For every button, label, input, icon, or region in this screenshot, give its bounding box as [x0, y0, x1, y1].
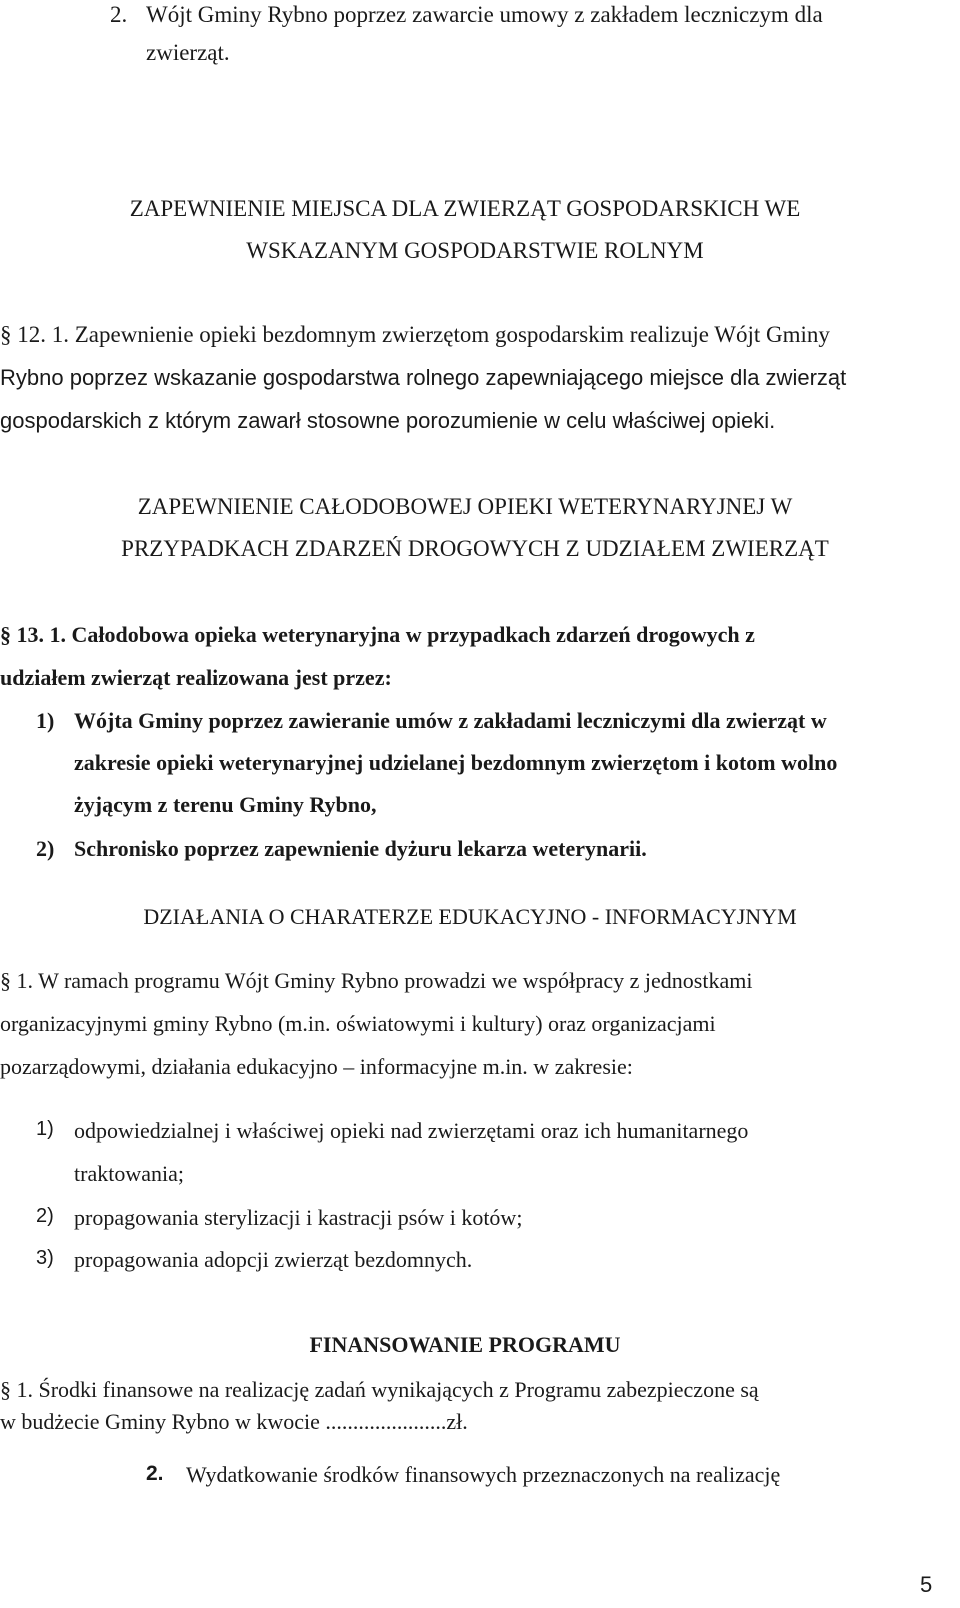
paragraph-line: § 1. W ramach programu Wójt Gminy Rybno prowadzi we współpracy z jednostkami — [0, 968, 753, 993]
section-heading: PRZYPADKACH ZDARZEŃ DROGOWYCH Z UDZIAŁEM ZWIERZĄT — [121, 536, 829, 561]
section-heading: ZAPEWNIENIE MIEJSCA DLA ZWIERZĄT GOSPODARSKICH WE — [129, 196, 801, 221]
paragraph-line: organizacyjnymi gminy Rybno (m.in. oświatowymi i kultury) oraz organizacjami — [0, 1011, 716, 1036]
paragraph-line: Wydatkowanie środków finansowych przeznaczonych na realizację — [186, 1462, 781, 1487]
list-number: 1) — [36, 708, 55, 733]
paragraph-line: zwierząt. — [146, 40, 230, 65]
list-number: 1) — [36, 1118, 54, 1140]
paragraph-line: w budżecie Gminy Rybno w kwocie ......................zł. — [0, 1409, 468, 1434]
list-item-line: odpowiedzialnej i właściwej opieki nad zwierzętami oraz ich humanitarnego — [74, 1118, 749, 1143]
paragraph-line — [0, 322, 932, 348]
list-item-line: propagowania sterylizacji i kastracji psów i kotów; — [74, 1205, 523, 1230]
section-heading: ZAPEWNIENIE CAŁODOBOWEJ OPIEKI WETERYNARYJNEJ W — [137, 494, 793, 519]
list-number: 2. — [146, 1462, 164, 1485]
page-number: 5 — [920, 1572, 933, 1597]
paragraph-line: Wójt Gminy Rybno poprzez zawarcie umowy z zakładem leczniczym dla — [146, 2, 823, 27]
list-item-line: traktowania; — [74, 1161, 184, 1186]
list-number: 2) — [36, 1205, 54, 1227]
list-item-line: Wójta Gminy poprzez zawieranie umów z zakładami leczniczymi dla zwierząt w — [74, 708, 827, 733]
paragraph-line: pozarządowymi, działania edukacyjno – informacyjne m.in. w zakresie: — [0, 1054, 633, 1079]
paragraph-line: gospodarskich z którym zawarł stosowne porozumienie w celu właściwej opieki. — [0, 408, 776, 433]
list-item-line: propagowania adopcji zwierząt bezdomnych. — [74, 1247, 473, 1272]
list-number: 2. — [110, 2, 128, 27]
list-number: 2) — [36, 836, 55, 861]
section-heading: DZIAŁANIA O CHARATERZE EDUKACYJNO - INFORMACYJNYM — [143, 904, 797, 929]
paragraph-line: § 1. Środki finansowe na realizację zadań wynikających z Programu zabezpieczone są — [0, 1377, 759, 1402]
list-item-line: zakresie opieki weterynaryjnej udzielanej bezdomnym zwierzętom i kotom wolno — [74, 750, 838, 775]
paragraph-line: Rybno poprzez wskazanie gospodarstwa rolnego zapewniającego miejsce dla zwierząt — [0, 365, 847, 390]
section-heading: FINANSOWANIE PROGRAMU — [309, 1332, 621, 1357]
paragraph-line: udziałem zwierząt realizowana jest przez: — [0, 665, 392, 690]
list-item-line: Schronisko poprzez zapewnienie dyżuru lekarza weterynarii. — [74, 836, 647, 861]
list-number: 3) — [36, 1247, 54, 1269]
list-item-line: żyjącym z terenu Gminy Rybno, — [74, 792, 377, 817]
paragraph-line: § 13. 1. Całodobowa opieka weterynaryjna w przypadkach zdarzeń drogowych z — [0, 622, 755, 647]
section-heading: WSKAZANYM GOSPODARSTWIE ROLNYM — [246, 238, 704, 263]
paragraph-12-line1: § 12. 1. Zapewnienie opieki bezdomnym zwierzętom gospodarskim realizuje Wójt Gminy — [0, 322, 830, 347]
